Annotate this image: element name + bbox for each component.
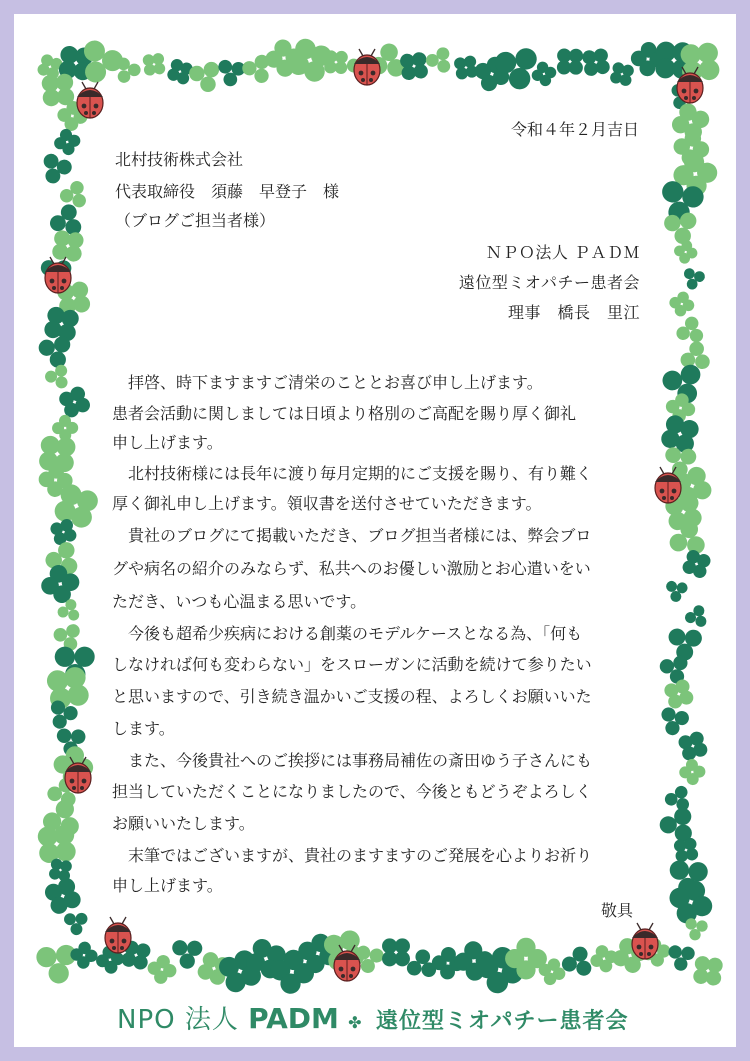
clover-icon [41,73,75,107]
recipient-company: 北村技術株式会社 [115,150,244,169]
clover-icon [683,265,708,291]
footer-group-name: 遠位型ミオパチー患者会 [376,1009,629,1034]
clover-icon [667,289,696,318]
clover-icon [382,938,410,966]
ladybug-icon [354,49,380,85]
clover-icon [677,756,708,787]
sender-group: 遠位型ミオパチー患者会 [458,273,640,292]
clover-icon [675,314,706,343]
clover-icon [324,50,348,74]
body-line: します。 [112,719,175,738]
body-line: 今後も超希少疾病における創薬のモデルケースとなる為、「何も [112,624,583,643]
clover-icon [68,939,100,971]
clover-icon [399,51,428,80]
body-line: 担当していただくことになりましたので、今後ともどうぞよろしく [112,782,592,801]
clover-icon [57,384,92,419]
clover-icon [581,47,610,76]
closing-word: 敬具 [600,901,633,920]
clover-icon [557,48,583,74]
clover-icon [666,938,699,972]
clover-icon [51,229,84,262]
clover-icon [424,42,458,75]
clover-icon [142,52,166,76]
recipient-name: 代表取締役 須藤 早登子 様 [115,182,340,201]
clover-icon [43,151,74,184]
ladybug-icon [105,917,131,953]
clover-icon [37,824,77,864]
clover-icon [681,548,713,580]
clover-icon: ✤ [348,1013,363,1032]
body-line: しなければ何も変わらない」をスローガンに活動を続けて参りたい [112,655,592,674]
clover-icon [680,340,712,370]
ladybug-icon [77,82,103,118]
recipient-note: （ブログご担当者様） [115,211,276,230]
clover-icon [677,730,709,762]
body-line: 申し上げます。 [112,876,223,895]
body-line: ただき、いつも心温まる思いです。 [112,592,367,611]
sender-org: ＮＰＯ法人 ＰＡＤＭ [485,243,640,262]
clover-icon [42,876,83,917]
clover-icon [186,53,228,95]
footer-npo-text: NPO 法人 [117,1005,239,1035]
clover-icon [664,576,691,604]
clover-icon [663,781,695,812]
clover-icon [683,602,711,629]
clover-icon [663,678,696,711]
body-line: 患者会活動に関しましては日頃より格別のご高配を賜り厚く御礼 [112,404,577,423]
clover-icon [62,906,93,938]
clover-icon [145,952,179,986]
clover-icon [692,955,723,986]
body-line: グや病名の紹介のみならず、私共へのお優しい激励とお心遣いをい [112,559,591,578]
clover-icon [453,55,479,81]
ladybug-icon [632,923,658,959]
clover-icon [609,61,635,87]
body-line: 北村技術様には長年に渡り毎月定期的にご支援を賜り、有り難く [112,464,593,483]
body-line: 貴社のブログにて掲載いただき、ブログ担当者様には、弊会ブロ [112,526,592,545]
clover-icon [52,127,83,158]
clover-icon [117,57,141,83]
sender-person: 理事 橋長 里江 [507,303,640,322]
clover-icon [672,238,700,266]
body-line: 申し上げます。 [112,433,223,452]
clover-icon [659,413,701,455]
body-line: と思いますので、引き続き温かいご支援の程、よろしくお願いいた [112,687,592,706]
footer-npo-label [117,999,363,1036]
body-line: お願いいたします。 [112,814,255,833]
body-line: 拝啓、時下ますますご清栄のこととお喜び申し上げます。 [112,373,543,392]
body-line: また、今後貴社へのご挨拶には事務局補佐の斎田ゆう子さんにも [112,751,593,770]
body-line: 厚く御礼申し上げます。領収書を送付させていただきます。 [112,494,542,513]
clover-icon [58,177,92,210]
clover-icon [673,837,699,863]
footer-padm-logo: PADM [248,1002,339,1035]
body-line: 末筆ではございますが、貴社のますますのご発展を心よりお祈り [112,846,593,865]
letter-date: 令和４年２月吉日 [510,120,639,139]
